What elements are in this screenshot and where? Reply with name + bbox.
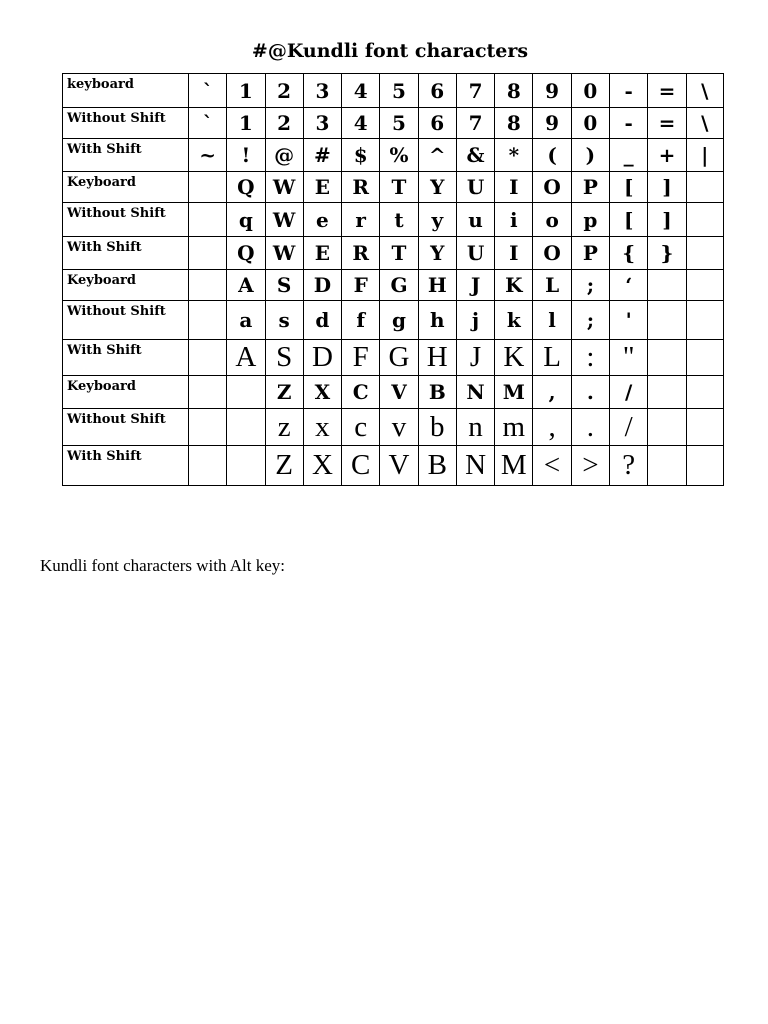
- table-row: [63, 108, 724, 139]
- table-row: [63, 203, 724, 237]
- table-row: [63, 237, 724, 270]
- char-cell: |: [686, 139, 723, 172]
- table-row: [63, 172, 724, 203]
- char-cell: [686, 203, 723, 237]
- table-body: [63, 74, 724, 486]
- char-cell: [227, 409, 265, 446]
- char-cell: _: [610, 139, 648, 172]
- char-cell: [188, 409, 226, 446]
- char-cell: ]: [648, 172, 686, 203]
- char-cell: Y: [418, 237, 456, 270]
- char-cell: T: [380, 172, 418, 203]
- char-cell: H: [418, 270, 456, 301]
- char-cell: x: [303, 409, 341, 446]
- char-cell: [188, 340, 226, 376]
- char-cell: M: [495, 376, 533, 409]
- char-cell: `: [188, 74, 226, 108]
- char-cell: o: [533, 203, 571, 237]
- char-cell: z: [265, 409, 303, 446]
- char-cell: r: [342, 203, 380, 237]
- char-cell: N: [456, 446, 494, 486]
- char-cell: [: [610, 203, 648, 237]
- char-cell: [648, 376, 686, 409]
- char-cell: -: [610, 74, 648, 108]
- char-cell: D: [303, 340, 341, 376]
- char-cell: [648, 446, 686, 486]
- char-cell: y: [418, 203, 456, 237]
- char-cell: U: [456, 172, 494, 203]
- char-cell: p: [571, 203, 609, 237]
- char-cell: [188, 172, 226, 203]
- char-cell: [188, 237, 226, 270]
- char-cell: 3: [303, 74, 341, 108]
- char-cell: {: [610, 237, 648, 270]
- char-cell: i: [495, 203, 533, 237]
- char-cell: [188, 301, 226, 340]
- char-cell: C: [342, 376, 380, 409]
- table-row: [63, 270, 724, 301]
- row-label: Without Shift: [63, 203, 189, 237]
- char-cell: [686, 340, 723, 376]
- char-cell: Q: [227, 237, 265, 270]
- char-cell: !: [227, 139, 265, 172]
- char-cell: t: [380, 203, 418, 237]
- char-cell: ]: [648, 203, 686, 237]
- char-cell: [188, 446, 226, 486]
- char-cell: K: [495, 270, 533, 301]
- char-cell: m: [495, 409, 533, 446]
- row-label: Keyboard: [63, 172, 189, 203]
- char-cell: W: [265, 172, 303, 203]
- row-label: With Shift: [63, 340, 189, 376]
- char-cell: [: [610, 172, 648, 203]
- char-cell: >: [571, 446, 609, 486]
- char-cell: ,: [533, 409, 571, 446]
- char-cell: d: [303, 301, 341, 340]
- char-cell: B: [418, 446, 456, 486]
- char-cell: [188, 203, 226, 237]
- char-cell: /: [610, 376, 648, 409]
- char-cell: 9: [533, 74, 571, 108]
- char-cell: 7: [456, 108, 494, 139]
- char-cell: ‘: [610, 270, 648, 301]
- char-cell: 2: [265, 108, 303, 139]
- row-label: With Shift: [63, 237, 189, 270]
- char-cell: [648, 270, 686, 301]
- char-cell: M: [495, 446, 533, 486]
- char-cell: [686, 301, 723, 340]
- char-cell: 1: [227, 74, 265, 108]
- char-cell: 9: [533, 108, 571, 139]
- char-cell: j: [456, 301, 494, 340]
- char-cell: [686, 237, 723, 270]
- char-cell: E: [303, 237, 341, 270]
- char-cell: ~: [188, 139, 226, 172]
- char-cell: n: [456, 409, 494, 446]
- char-cell: `: [188, 108, 226, 139]
- char-cell: V: [380, 446, 418, 486]
- char-cell: L: [533, 340, 571, 376]
- char-cell: l: [533, 301, 571, 340]
- char-cell: q: [227, 203, 265, 237]
- table-row: [63, 74, 724, 108]
- char-cell: A: [227, 340, 265, 376]
- char-cell: s: [265, 301, 303, 340]
- char-cell: I: [495, 172, 533, 203]
- char-cell: C: [342, 446, 380, 486]
- char-cell: @: [265, 139, 303, 172]
- char-cell: g: [380, 301, 418, 340]
- char-cell: R: [342, 172, 380, 203]
- char-cell: [686, 172, 723, 203]
- char-cell: (: [533, 139, 571, 172]
- char-cell: K: [495, 340, 533, 376]
- table-row: [63, 301, 724, 340]
- char-cell: [648, 301, 686, 340]
- char-cell: J: [456, 340, 494, 376]
- char-cell: -: [610, 108, 648, 139]
- char-cell: u: [456, 203, 494, 237]
- char-cell: X: [303, 446, 341, 486]
- char-cell: /: [610, 409, 648, 446]
- char-cell: X: [303, 376, 341, 409]
- char-cell: [227, 446, 265, 486]
- char-cell: D: [303, 270, 341, 301]
- char-cell: J: [456, 270, 494, 301]
- char-cell: ,: [533, 376, 571, 409]
- char-cell: 4: [342, 74, 380, 108]
- char-cell: 6: [418, 74, 456, 108]
- table-row: [63, 376, 724, 409]
- char-cell: 4: [342, 108, 380, 139]
- char-cell: b: [418, 409, 456, 446]
- char-cell: T: [380, 237, 418, 270]
- char-cell: =: [648, 108, 686, 139]
- char-cell: 1: [227, 108, 265, 139]
- char-cell: V: [380, 376, 418, 409]
- char-cell: .: [571, 409, 609, 446]
- row-label: Without Shift: [63, 409, 189, 446]
- char-cell: }: [648, 237, 686, 270]
- row-label: With Shift: [63, 446, 189, 486]
- char-cell: c: [342, 409, 380, 446]
- char-cell: ;: [571, 270, 609, 301]
- char-cell: U: [456, 237, 494, 270]
- char-cell: h: [418, 301, 456, 340]
- char-cell: Q: [227, 172, 265, 203]
- char-cell: :: [571, 340, 609, 376]
- table-row: [63, 446, 724, 486]
- char-cell: k: [495, 301, 533, 340]
- char-cell: [686, 376, 723, 409]
- char-cell: ": [610, 340, 648, 376]
- char-cell: [648, 409, 686, 446]
- row-label: Without Shift: [63, 108, 189, 139]
- char-cell: v: [380, 409, 418, 446]
- char-cell: \: [686, 108, 723, 139]
- char-cell: 6: [418, 108, 456, 139]
- char-cell: ): [571, 139, 609, 172]
- table-row: [63, 139, 724, 172]
- char-cell: ;: [571, 301, 609, 340]
- char-cell: 0: [571, 74, 609, 108]
- char-cell: #: [303, 139, 341, 172]
- char-cell: H: [418, 340, 456, 376]
- char-cell: N: [456, 376, 494, 409]
- char-cell: P: [571, 237, 609, 270]
- char-cell: [686, 446, 723, 486]
- document-title: #@Kundli font characters: [251, 40, 529, 62]
- char-cell: I: [495, 237, 533, 270]
- char-cell: Z: [265, 376, 303, 409]
- char-cell: Y: [418, 172, 456, 203]
- char-cell: e: [303, 203, 341, 237]
- char-cell: R: [342, 237, 380, 270]
- char-cell: \: [686, 74, 723, 108]
- char-cell: *: [495, 139, 533, 172]
- char-cell: 2: [265, 74, 303, 108]
- char-cell: [648, 340, 686, 376]
- char-cell: 3: [303, 108, 341, 139]
- kundli-character-table: [62, 73, 724, 486]
- char-cell: B: [418, 376, 456, 409]
- char-cell: ?: [610, 446, 648, 486]
- char-cell: 7: [456, 74, 494, 108]
- row-label: Keyboard: [63, 270, 189, 301]
- row-label: Keyboard: [63, 376, 189, 409]
- char-cell: [227, 376, 265, 409]
- char-cell: S: [265, 270, 303, 301]
- char-cell: <: [533, 446, 571, 486]
- char-cell: 8: [495, 108, 533, 139]
- char-cell: W: [265, 237, 303, 270]
- char-cell: Z: [265, 446, 303, 486]
- char-cell: [188, 376, 226, 409]
- row-label: keyboard: [63, 74, 189, 108]
- row-label: With Shift: [63, 139, 189, 172]
- char-cell: F: [342, 340, 380, 376]
- char-cell: 5: [380, 108, 418, 139]
- char-cell: O: [533, 172, 571, 203]
- char-cell: F: [342, 270, 380, 301]
- char-cell: [188, 270, 226, 301]
- char-cell: W: [265, 203, 303, 237]
- char-cell: &: [456, 139, 494, 172]
- row-label: Without Shift: [63, 301, 189, 340]
- char-cell: a: [227, 301, 265, 340]
- char-cell: 5: [380, 74, 418, 108]
- char-cell: %: [380, 139, 418, 172]
- char-cell: [686, 409, 723, 446]
- char-cell: +: [648, 139, 686, 172]
- char-cell: L: [533, 270, 571, 301]
- alt-key-note: Kundli font characters with Alt key:: [40, 556, 286, 575]
- char-cell: ': [610, 301, 648, 340]
- char-cell: S: [265, 340, 303, 376]
- char-cell: 8: [495, 74, 533, 108]
- char-cell: O: [533, 237, 571, 270]
- table-row: [63, 409, 724, 446]
- char-cell: G: [380, 340, 418, 376]
- char-cell: ^: [418, 139, 456, 172]
- char-cell: $: [342, 139, 380, 172]
- char-cell: .: [571, 376, 609, 409]
- table-row: [63, 340, 724, 376]
- char-cell: P: [571, 172, 609, 203]
- char-cell: =: [648, 74, 686, 108]
- char-cell: G: [380, 270, 418, 301]
- char-cell: E: [303, 172, 341, 203]
- char-cell: f: [342, 301, 380, 340]
- char-cell: [686, 270, 723, 301]
- char-cell: A: [227, 270, 265, 301]
- char-cell: 0: [571, 108, 609, 139]
